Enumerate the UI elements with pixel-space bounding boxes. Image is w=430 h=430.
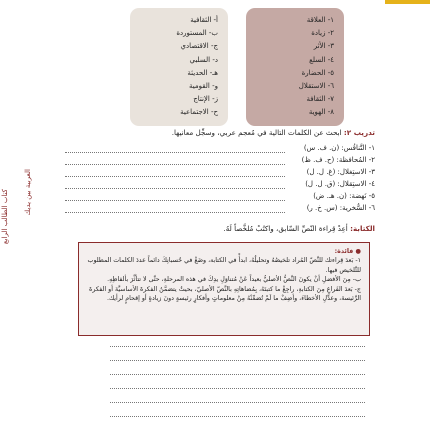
match-left-item: ب- المستوردة [176, 29, 218, 38]
answer-line[interactable] [65, 200, 285, 201]
tip-item: ب- مِنَ الأفضلِ أنْ يكونَ النَّصُّ الأصليُّ بعيداً عَنْ مُتناوَلِ يدِكَ في هذه المرحلةِ، حتَّى لا تتأثَّرَ بألفاظِهِ. [107, 276, 361, 284]
word-item: ٤- الاستِقلال: (ق. ل. ل) [305, 180, 375, 188]
side-chapter-label: العربية بين يديك [24, 169, 32, 216]
word-row [65, 180, 375, 192]
exercise-heading [172, 128, 375, 137]
match-right-item: ٣- الأثر [313, 42, 334, 51]
writing-line[interactable] [110, 374, 365, 375]
side-book-label: كتاب الطالب الرابع [1, 189, 9, 245]
match-right-item: ٥- الحضارة [301, 68, 334, 77]
writing-line[interactable] [110, 346, 365, 347]
answer-line[interactable] [65, 188, 285, 189]
tip-item: ١- بَعدَ قِراءتك للنَّصّ المُراد تلخيصُهُ وتحليلُهُ، ابدأْ في الكتابة، وضَعْ في حُسبانِكَ دائماً عددَ الكلمات المطلوب للتَّلخيص فيها. [87, 257, 361, 274]
answer-line[interactable] [65, 152, 285, 153]
match-left-item: ج- الاقتصادي [180, 42, 218, 51]
word-row [65, 168, 375, 180]
word-row [65, 204, 375, 216]
answer-line[interactable] [65, 164, 285, 165]
match-right-item: ١- العلاقة [306, 16, 334, 24]
matching-card-right [246, 8, 344, 126]
exercise-instruction: ابحث عن الكلمات التالية في مُعجم عربي، وسجِّل معانيها. [171, 128, 342, 137]
writing-line[interactable] [110, 402, 365, 403]
match-left-item: د- السلبي [189, 55, 218, 64]
answer-line[interactable] [65, 212, 285, 213]
writing-line[interactable] [110, 416, 365, 417]
match-left-item: هـ- الحديثة [187, 68, 218, 77]
match-left-item: و- القومية [189, 82, 218, 91]
match-right-item: ٢- زيادة [311, 29, 334, 38]
match-left-item: أ- الثقافية [190, 16, 218, 24]
tip-item: ج- بَعدَ الفَراغِ مِنَ الكتابةِ، راجِعْ ما كتبتَهُ، بِمُضاهاتِهِ بالنَّصّ الأصليّ، بحيثُ يتضمَّنُ الفكرةَ الأساسيَّةَ أو الفكرةَ الرَّئيسةَ، وعدِّلِ الأخطاءَ، وأضِفْ ما لَمْ تُضمِّنْهُ مِنْ معلوماتٍ وأفكارٍ رئيسةٍ دونَ زيادةٍ أو إقحامٍ لرأيك. [89, 285, 361, 303]
tip-box [78, 242, 370, 336]
matching-card-left [130, 8, 228, 126]
writing-heading [223, 224, 375, 233]
writing-line[interactable] [110, 360, 365, 361]
word-row [65, 144, 375, 156]
answer-line[interactable] [65, 176, 285, 177]
word-item: ٦- السُّخرية: (س. خ. ر) [306, 204, 375, 212]
word-item: ٣- الاستِغلال: (غ. ل. ل) [306, 168, 375, 176]
match-right-item: ٧- الثقافة [306, 95, 334, 104]
match-right-item: ٦- الاستقلال [298, 82, 334, 91]
word-row [65, 156, 375, 168]
word-item: ٢- المُحافظة: (ح. ف. ظ) [301, 156, 375, 164]
writing-label: الكتابة: [350, 224, 375, 233]
word-item: ١- التَّنافُس: (ن. ف. س) [303, 144, 375, 152]
top-strip [0, 0, 430, 8]
writing-instruction: أعِدْ قِراءة النّصِّ السّابق، واكتُبْ مُلخَّصاً لَهُ. [223, 224, 348, 233]
tip-title: ● فائدة: [334, 248, 361, 255]
header-accent-bar [385, 0, 430, 4]
match-left-item: ح- الاجتماعية [180, 108, 218, 117]
word-item: ٥- نَهضة: (ن. هـ. ض) [313, 192, 375, 200]
writing-line[interactable] [110, 388, 365, 389]
match-left-item: ز- الإنتاج [193, 95, 218, 104]
match-right-item: ٤- السلع [309, 55, 334, 64]
exercise-label: تدريب ٢: [343, 128, 375, 137]
word-row [65, 192, 375, 204]
match-right-item: ٨- الهوية [308, 108, 334, 117]
